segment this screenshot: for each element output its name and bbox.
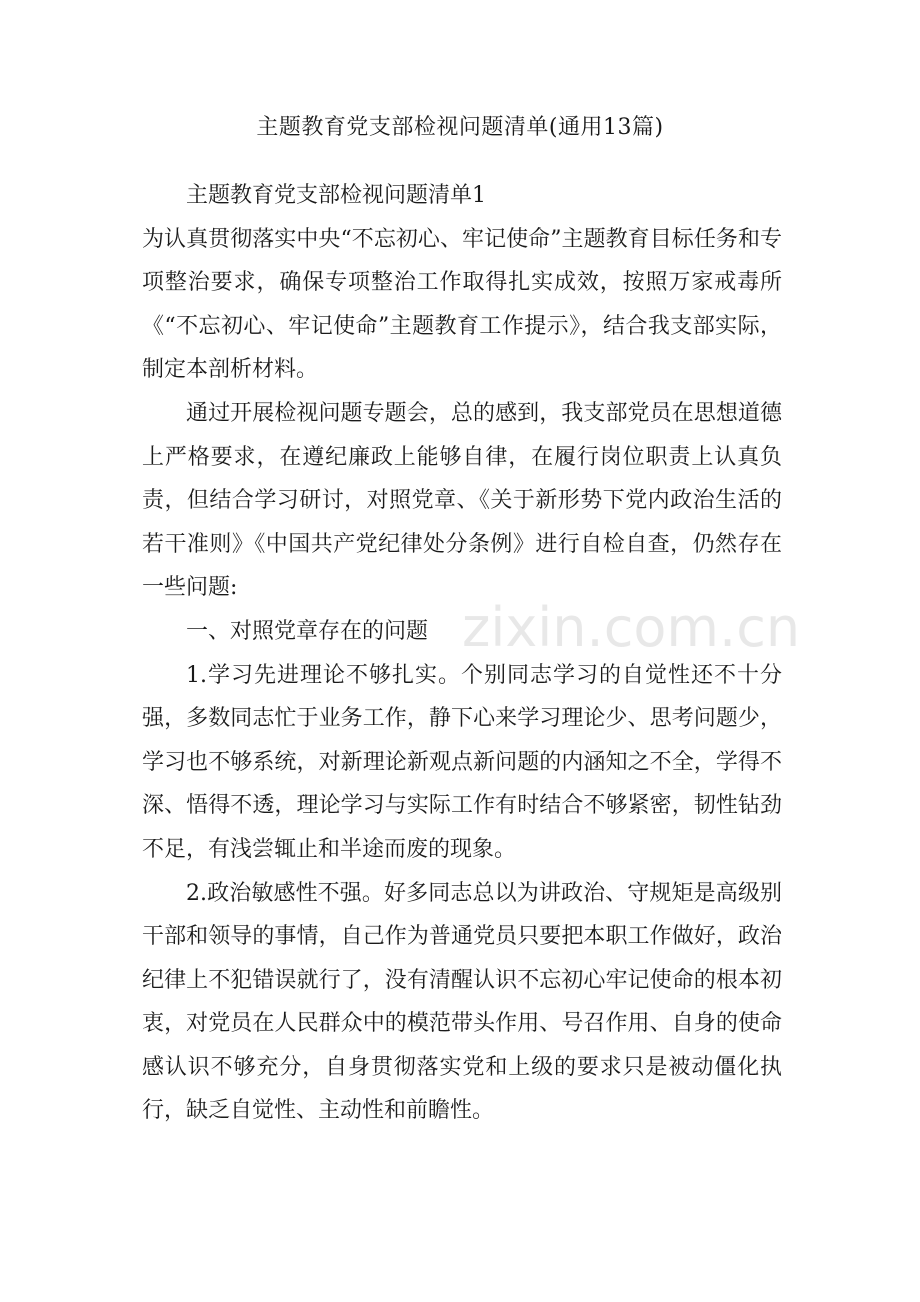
paragraph-summary: 通过开展检视问题专题会，总的感到，我支部党员在思想道德上严格要求，在遵纪廉政上能够自律，在履行岗位职责上认真负责，但结合学习研讨，对照党章、《关于新形势下党内政治生活的若干准则》《中国共产党纪律处分条例》进行自检自查，仍然存在一些问题: — [142, 400, 782, 601]
paragraph-intro: 为认真贯彻落实中央“不忘初心、牢记使命”主题教育目标任务和专项整治要求，确保专项整治工作取得扎实成效，按照万家戒毒所《“不忘初心、牢记使命”主题教育工作提示》，结合我支部实际，制定本剖析材料。 — [142, 226, 782, 383]
section-heading-party-constitution: 一、对照党章存在的问题 — [186, 618, 429, 644]
paragraph-item-2: 2.政治敏感性不强。好多同志总以为讲政治、守规矩是高级别干部和领导的事情，自己作为普通党员只要把本职工作做好，政治纪律上不犯错误就行了，没有清醒认识不忘初心牢记使命的根本初衷，对党员在人民群众中的模范带头作用、号召作用、自身的使命感认识不够充分，自身贯彻落实党和上级的要求只是被动僵化执行，缺乏自觉性、主动性和前瞻性。 — [142, 880, 782, 1124]
section-heading: 主题教育党支部检视问题清单1 — [186, 183, 486, 208]
document-title: 主题教育党支部检视问题清单(通用13篇) — [256, 115, 664, 140]
paragraph-item-1: 1.学习先进理论不够扎实。个别同志学习的自觉性还不十分强，多数同志忙于业务工作，静下心来学习理论少、思考问题少，学习也不够系统，对新理论新观点新问题的内涵知之不全，学得不深、悟得不透，理论学习与实际工作有时结合不够紧密，韧性钻劲不足，有浅尝辄止和半途而废的现象。 — [142, 662, 782, 862]
document-body — [142, 174, 782, 1133]
watermark: zixin.com.cn — [462, 596, 801, 659]
